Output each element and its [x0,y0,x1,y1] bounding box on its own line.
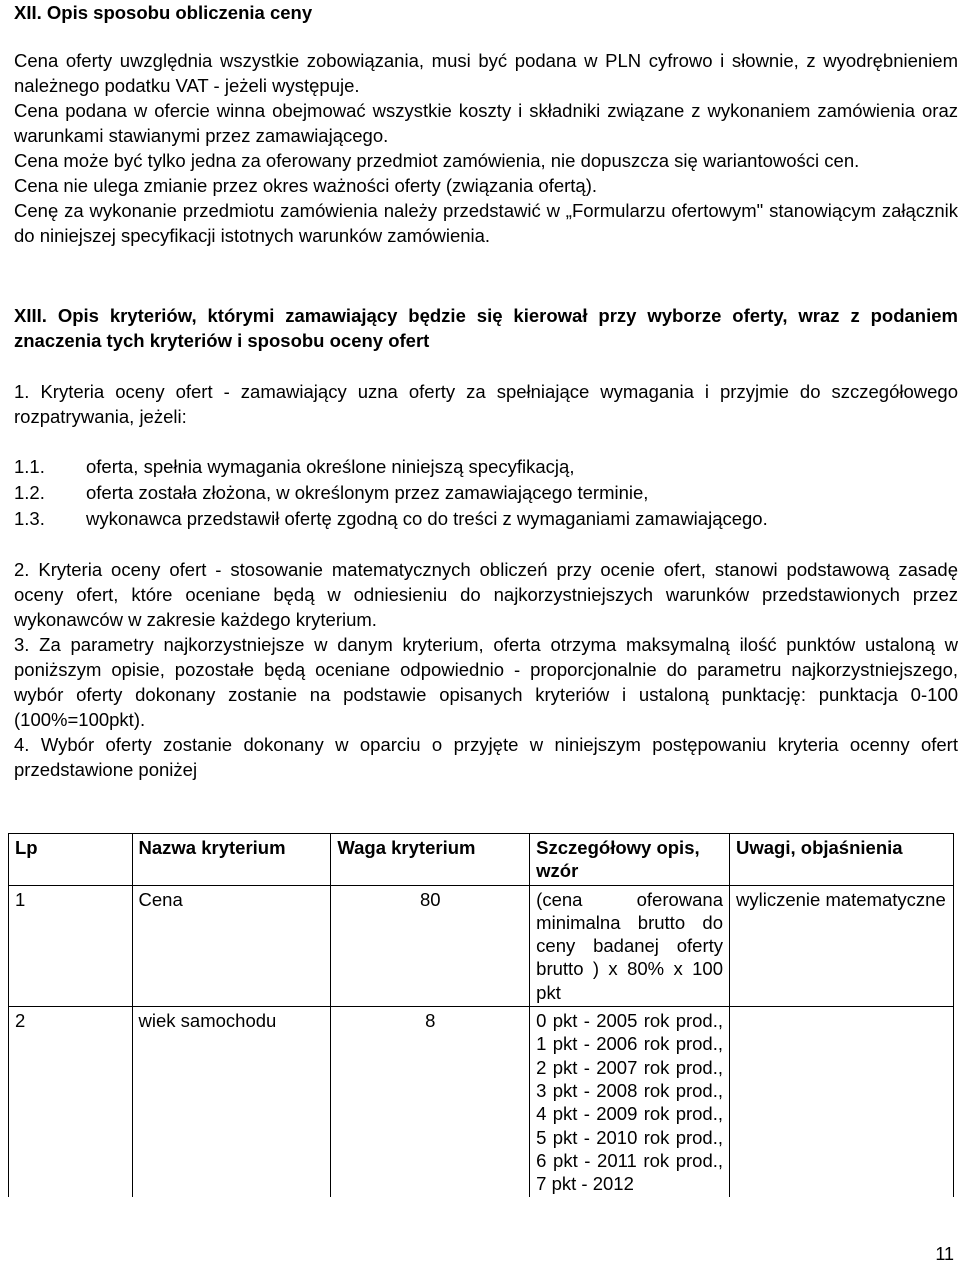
cell-lp: 1 [9,885,133,1006]
list-item-text: wykonawca przedstawił ofertę zgodną co do treści z wymaganiami zamawiającego. [86,508,768,529]
list-item-number: 1.2. [14,482,45,503]
criteria-table [8,833,954,1197]
cell-lp: 2 [9,1007,133,1198]
cell-weight: 80 [331,885,530,1006]
paragraph-price-fixed: Cena nie ulega zmianie przez okres ważności oferty (związania ofertą). [14,175,598,196]
paragraph-single-price: Cena może być tylko jedna za oferowany przedmiot zamówienia, nie dopuszcza się wariantowości cen. [14,150,860,171]
cell-detail: 0 pkt - 2005 rok prod., 1 pkt - 2006 rok prod., 2 pkt - 2007 rok prod., 3 pkt - 2008 rok prod., 4 pkt - 2009 rok prod., 5 pkt - 2010 rok prod., 6 pkt - 2011 rok prod., 7 pkt - 2012 [530,1007,730,1198]
header-detail: Szczegółowy opis, wzór [530,834,730,886]
list-item-number: 1.1. [14,456,45,477]
section-12-body [14,48,958,248]
header-lp: Lp [9,834,133,886]
criteria-points [14,557,958,782]
cell-name: Cena [132,885,331,1006]
cell-notes [730,1007,954,1198]
point-3-parameters: 3. Za parametry najkorzystniejsze w danym kryterium, oferta otrzyma maksymalną ilość punktów ustaloną w poniższym opisie, pozostałe będą oceniane odpowiednio - proporcjonalnie do parametru najkorzystniejszego, wybór oferty dokonany zostanie na podstawie opisanych kryteriów i ustaloną punktację: punktacja 0-100 (100%=100pkt). [14,634,958,730]
table-row [9,1007,954,1198]
list-item-number: 1.3. [14,508,45,529]
list-item [14,480,958,506]
table-row [9,885,954,1006]
criteria-intro: 1. Kryteria oceny ofert - zamawiający uzna oferty za spełniające wymagania i przyjmie do szczegółowego rozpatrywania, jeżeli: [14,381,958,427]
cell-detail: (cena oferowana minimalna brutto do ceny badanej oferty brutto ) x 80% x 100 pkt [530,885,730,1006]
list-item [14,454,958,480]
list-item-text: oferta została złożona, w określonym przez zamawiającego terminie, [86,482,649,503]
point-4-selection: 4. Wybór oferty zostanie dokonany w oparciu o przyjęte w niniejszym postępowaniu kryteria ocenny ofert przedstawione poniżej [14,734,958,780]
paragraph-price-form: Cenę za wykonanie przedmiotu zamówienia należy przedstawić w „Formularzu ofertowym" stanowiącym załącznik do niniejszej specyfikacji istotnych warunków zamówienia. [14,200,958,246]
section-12-title: XII. Opis sposobu obliczenia ceny [14,2,313,23]
conditions-list [14,454,958,532]
table-header-row [9,834,954,886]
section-13-title: XIII. Opis kryteriów, którymi zamawiający będzie się kierował przy wyborze oferty, wraz z podaniem znaczenia tych kryteriów i sposobu oceny ofert [14,305,958,351]
page-number: 11 [935,1244,954,1264]
section-13-intro [14,379,958,429]
header-notes: Uwagi, objaśnienia [730,834,954,886]
cell-weight: 8 [331,1007,530,1198]
cell-notes: wyliczenie matematyczne [730,885,954,1006]
header-weight: Waga kryterium [331,834,530,886]
paragraph-price-obligations: Cena oferty uwzględnia wszystkie zobowiązania, musi być podana w PLN cyfrowo i słownie, z wyodrębnieniem należnego podatku VAT - jeżeli występuje. [14,50,958,96]
header-name: Nazwa kryterium [132,834,331,886]
point-2-math: 2. Kryteria oceny ofert - stosowanie matematycznych obliczeń przy ocenie ofert, stanowi podstawową zasadę oceny ofert, które oceniane będą w odniesieniu do najkorzystniejszych warunków przedstawionych przez wykonawców w zakresie każdego kryterium. [14,559,958,630]
paragraph-price-costs: Cena podana w ofercie winna obejmować wszystkie koszty i składniki związane z wykonaniem zamówienia oraz warunkami stawianymi przez zamawiającego. [14,100,958,146]
cell-name: wiek samochodu [132,1007,331,1198]
list-item-text: oferta, spełnia wymagania określone niniejszą specyfikacją, [86,456,575,477]
list-item [14,506,958,532]
